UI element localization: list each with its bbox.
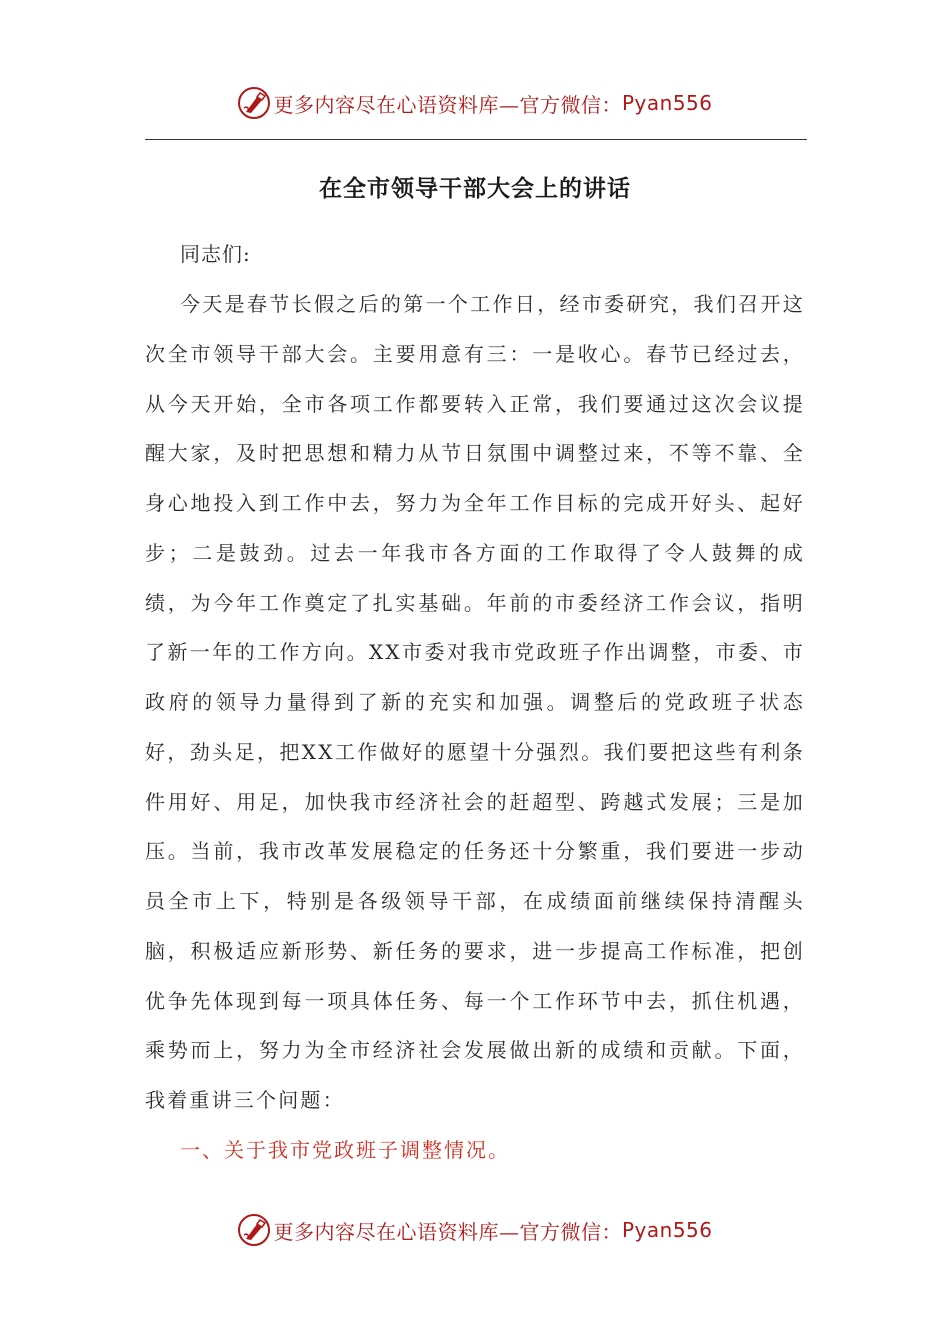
body-paragraph: 今天是春节长假之后的第一个工作日，经市委研究，我们召开这次全市领导干部大会。主要用意有三：一是收心。春节已经过去，从今天开始，全市各项工作都要转入正常，我们要通过这次会议提醒大家，及时把思想和精力从节日氛围中调整过来，不等不靠、全身心地投入到工作中去，努力为全年工作目标的完成开好头、起好步；二是鼓劲。过去一年我市各方面的工作取得了令人鼓舞的成绩，为今年工作奠定了扎实基础。年前的市委经济工作会议，指明了新一年的工作方向。XX市委对我市党政班子作出调整，市委、市政府的领导力量得到了新的充实和加强。调整后的党政班子状态好，劲头足，把XX工作做好的愿望十分强烈。我们要把这些有利条件用好、用足，加快我市经济社会的赶超型、跨越式发展；三是加压。当前，我市改革发展稳定的任务还十分繁重，我们要进一步动员全市上下，特别是各级领导干部，在成绩面前继续保持清醒头脑，积极适应新形势、新任务的要求，进一步提高工作标准，把创优争先体现到每一项具体任务、每一个工作环节中去，抓住机遇，乘势而上，努力为全市经济社会发展做出新的成绩和贡献。下面，我着重讲三个问题： — [145, 292, 805, 1112]
footer-banner — [0, 1210, 950, 1250]
footer-banner-account: Pyan556 — [621, 1218, 713, 1242]
pen-nib-logo-icon — [237, 86, 271, 120]
header-banner-account: Pyan556 — [621, 91, 713, 115]
document-title: 在全市领导干部大会上的讲话 — [319, 175, 631, 202]
header-banner — [0, 83, 950, 123]
section-heading: 一、关于我市党政班子调整情况。 — [180, 1138, 510, 1162]
header-rule — [145, 139, 807, 140]
salutation: 同志们: — [180, 242, 251, 266]
footer-banner-text: 更多内容尽在心语资料库—官方微信： — [273, 1219, 622, 1244]
pen-nib-logo-icon — [237, 1213, 271, 1247]
header-banner-text: 更多内容尽在心语资料库—官方微信： — [273, 92, 622, 117]
